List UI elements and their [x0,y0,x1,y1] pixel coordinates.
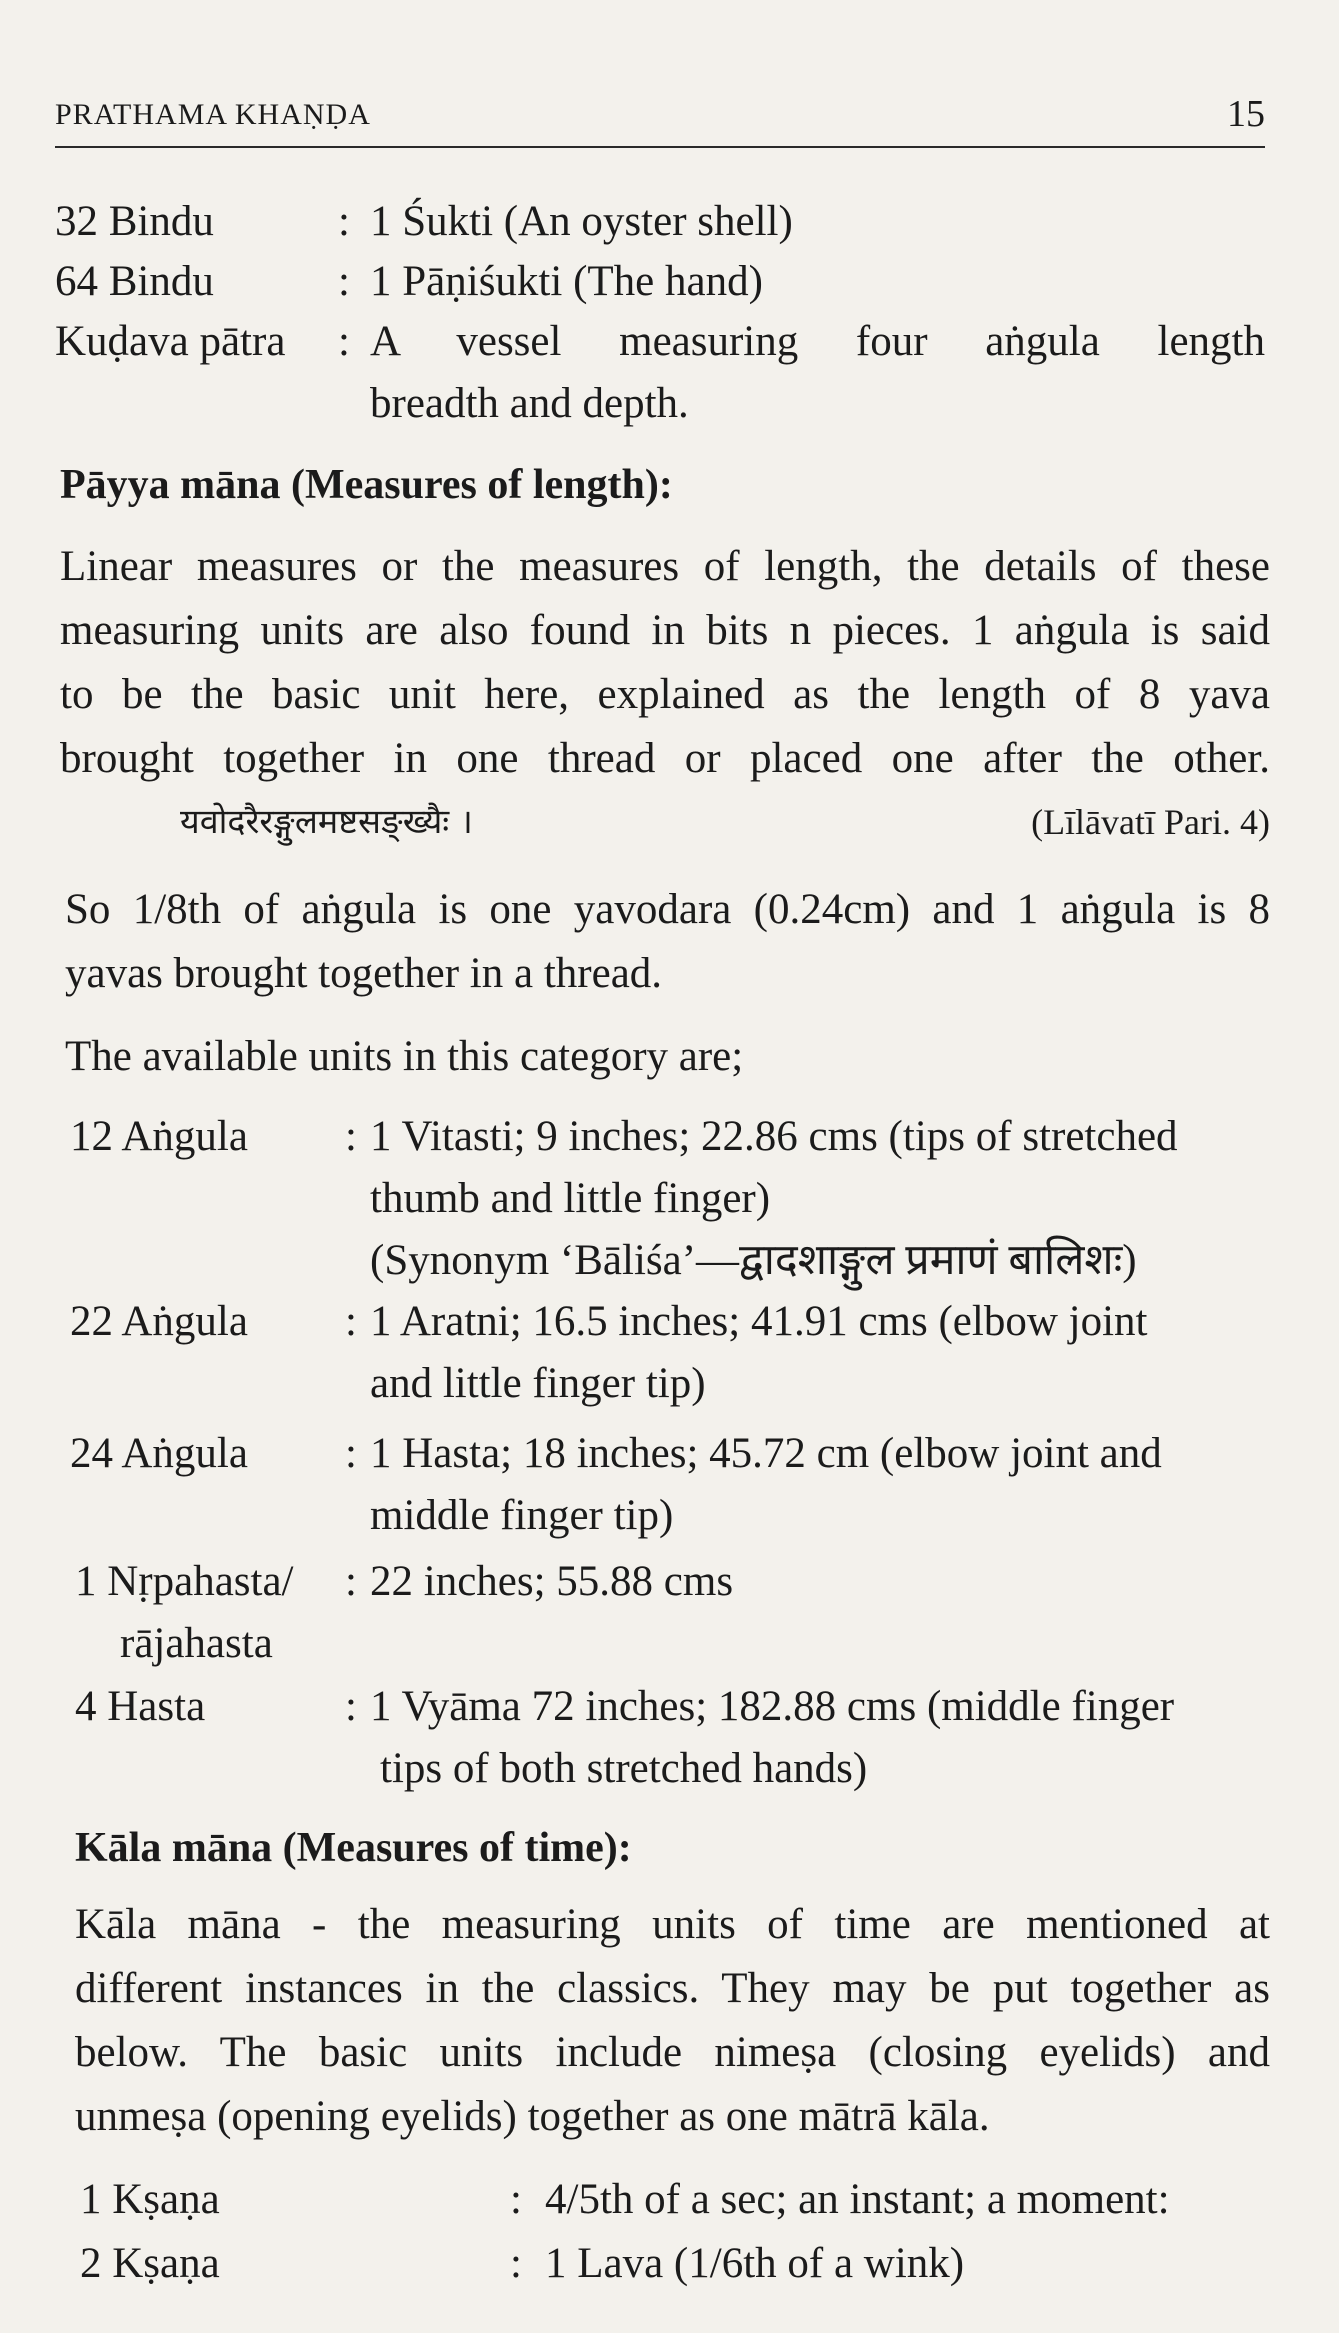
unit-definition: 1 Aratni; 16.5 inches; 41.91 cms (elbow joint [370,1298,1148,1345]
unit-term: 12 Aṅgula [70,1113,248,1160]
unit-row [75,1550,1270,1678]
unit-row [75,1675,1270,1803]
time-unit-definition: 1 Lava (1/6th of a wink) [545,2240,965,2287]
section-heading-time: Kāla māna (Measures of time): [75,1825,632,1871]
paragraph-line: Kāla māna - the measuring units of time are mentioned at [75,1901,1270,1948]
paragraph-yavodara [65,878,1270,1006]
measure-row [55,310,1270,438]
unit-definition-continued: middle finger tip) [370,1492,674,1539]
unit-definition-continued: tips of both stretched hands) [380,1745,868,1792]
paragraph-line: to be the basic unit here, explained as the length of 8 yava [60,671,1270,718]
paragraph-line: measuring units are also found in bits n pieces. 1 aṅgula is said [60,607,1270,654]
unit-definition: 1 Vitasti; 9 inches; 22.86 cms (tips of stretched [370,1113,1178,1160]
sanskrit-verse: यवोदरैरङ्गुलमष्टसङ्ख्यैः । [180,802,473,842]
time-unit-term: 1 Kṣaṇa [80,2176,220,2223]
measure-definition: 1 Śukti (An oyster shell) [370,198,793,245]
unit-row [70,1422,1270,1550]
time-unit-row [80,2232,1270,2296]
measure-term: Kuḍava pātra [55,318,286,365]
unit-term: 4 Hasta [75,1683,206,1730]
measure-row [55,190,1270,254]
paragraph-line: different instances in the classics. They may be put together as [75,1965,1270,2012]
page-number: 15 [1227,93,1265,135]
unit-term: 1 Nṛpahasta/ [75,1558,294,1605]
measure-colon: : [338,258,350,305]
unit-colon: : [345,1430,357,1477]
measure-colon: : [338,198,350,245]
unit-definition-continued: thumb and little finger) [370,1175,771,1222]
unit-definition: 1 Hasta; 18 inches; 45.72 cm (elbow joint and [370,1430,1162,1477]
measure-term: 32 Bindu [55,198,214,245]
paragraph-line: below. The basic units include nimeṣa (closing eyelids) and [75,2029,1270,2076]
time-unit-row [80,2168,1270,2232]
time-unit-definition: 4/5th of a sec; an instant; a moment: [545,2176,1170,2223]
unit-row [70,1105,1270,1305]
unit-colon: : [345,1683,357,1730]
unit-definition-continued: and little finger tip) [370,1360,706,1407]
running-header [55,90,1265,148]
measure-term: 64 Bindu [55,258,214,305]
time-unit-colon: : [510,2176,522,2223]
paragraph-length-intro [60,535,1270,791]
unit-colon: : [345,1113,357,1160]
unit-term: 22 Aṅgula [70,1298,248,1345]
unit-definition: 22 inches; 55.88 cms [370,1558,734,1605]
unit-term-continued: rājahasta [120,1620,273,1667]
section-heading-length: Pāyya māna (Measures of length): [60,462,673,508]
measure-definition: 1 Pāṇiśukti (The hand) [370,258,763,305]
paragraph-line: yavas brought together in a thread. [65,950,663,997]
measure-row [55,250,1270,314]
citation: (Līlāvatī Pari. 4) [1031,802,1270,842]
time-unit-term: 2 Kṣaṇa [80,2240,220,2287]
unit-term: 24 Aṅgula [70,1430,248,1477]
measure-colon: : [338,318,350,365]
units-intro: The available units in this category are; [65,1033,744,1080]
sanskrit-quote [180,790,1270,854]
paragraph-line: brought together in one thread or placed one after the other. [60,735,1270,782]
measure-definition: A vessel measuring four aṅgula length [370,318,1265,365]
paragraph-line: unmeṣa (opening eyelids) together as one mātrā kāla. [75,2093,990,2140]
paragraph-time-intro [75,1893,1270,2149]
unit-colon: : [345,1558,357,1605]
unit-colon: : [345,1298,357,1345]
paragraph-line: So 1/8th of aṅgula is one yavodara (0.24cm) and 1 aṅgula is 8 [65,886,1270,933]
time-unit-colon: : [510,2240,522,2287]
header-title: PRATHAMA KHAṆḌA [55,98,371,131]
measure-definition-continued: breadth and depth. [370,380,689,427]
paragraph-line: Linear measures or the measures of length, the details of these [60,543,1270,590]
unit-row [70,1290,1270,1418]
unit-synonym: (Synonym ‘Bāliśa’—द्वादशाङ्गुल प्रमाणं बालिशः) [370,1237,1137,1284]
unit-definition: 1 Vyāma 72 inches; 182.88 cms (middle finger [370,1683,1175,1730]
